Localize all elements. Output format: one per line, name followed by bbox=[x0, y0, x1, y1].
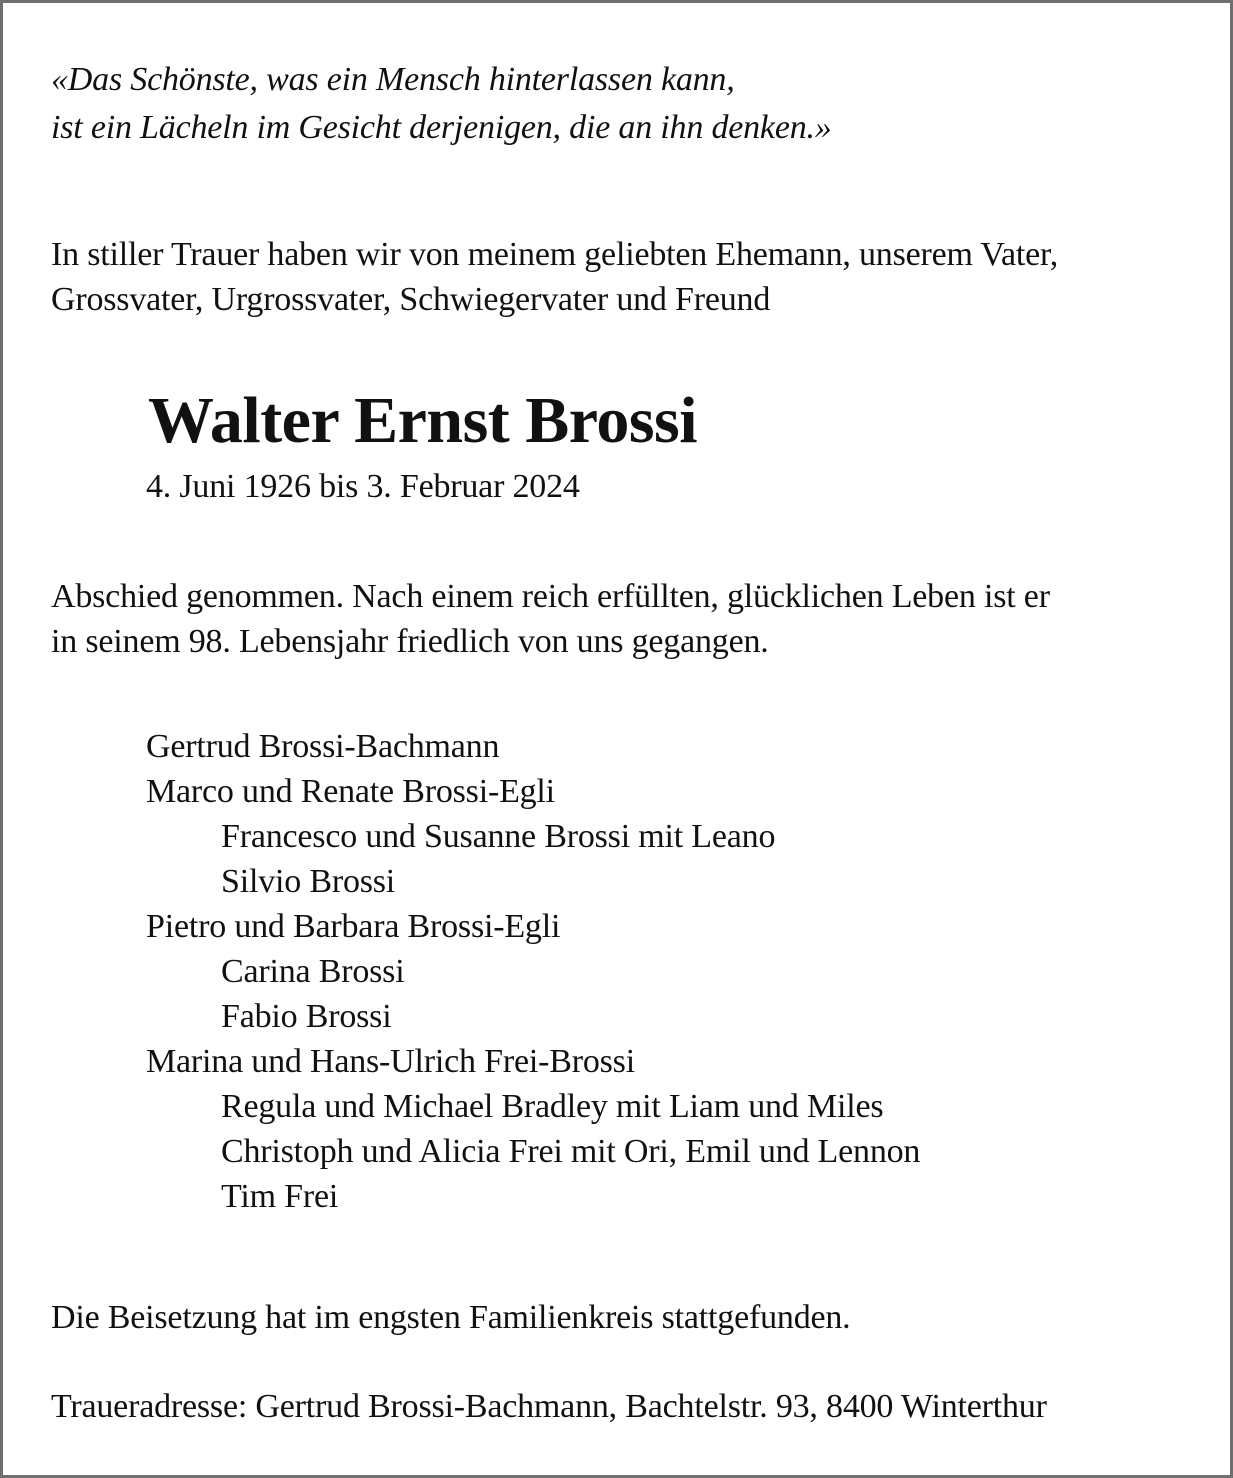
deceased-name: Walter Ernst Brossi bbox=[148, 384, 698, 457]
mourner-name: Pietro und Barbara Brossi-Egli bbox=[146, 908, 561, 945]
mourner-name: Fabio Brossi bbox=[221, 998, 392, 1035]
mourner-name: Carina Brossi bbox=[221, 953, 405, 990]
mourner-name: Christoph und Alicia Frei mit Ori, Emil und Lennon bbox=[221, 1133, 921, 1170]
mourner-name: Marco und Renate Brossi-Egli bbox=[146, 773, 555, 810]
intro-line-2: Grossvater, Urgrossvater, Schwiegervater und Freund bbox=[51, 281, 771, 318]
mourning-address: Traueradresse: Gertrud Brossi-Bachmann, Bachtelstr. 93, 8400 Winterthur bbox=[51, 1388, 1047, 1425]
farewell-line-2: in seinem 98. Lebensjahr friedlich von uns gegangen. bbox=[51, 623, 769, 660]
mourner-name: Silvio Brossi bbox=[221, 863, 396, 900]
farewell-line-1: Abschied genommen. Nach einem reich erfüllten, glücklichen Leben ist er bbox=[51, 578, 1050, 615]
mourner-name: Francesco und Susanne Brossi mit Leano bbox=[221, 818, 776, 855]
mourner-name: Marina und Hans-Ulrich Frei-Brossi bbox=[146, 1043, 635, 1080]
mourner-name: Tim Frei bbox=[221, 1178, 339, 1215]
quote-line-2: ist ein Lächeln im Gesicht derjenigen, die an ihn denken.» bbox=[51, 109, 832, 146]
intro-line-1: In stiller Trauer haben wir von meinem geliebten Ehemann, unserem Vater, bbox=[51, 236, 1059, 273]
quote-line-1: «Das Schönste, was ein Mensch hinterlassen kann, bbox=[51, 61, 735, 98]
life-dates: 4. Juni 1926 bis 3. Februar 2024 bbox=[146, 468, 580, 505]
mourner-name: Gertrud Brossi-Bachmann bbox=[146, 728, 500, 765]
mourner-name: Regula und Michael Bradley mit Liam und Miles bbox=[221, 1088, 884, 1125]
burial-note: Die Beisetzung hat im engsten Familienkreis stattgefunden. bbox=[51, 1299, 851, 1336]
